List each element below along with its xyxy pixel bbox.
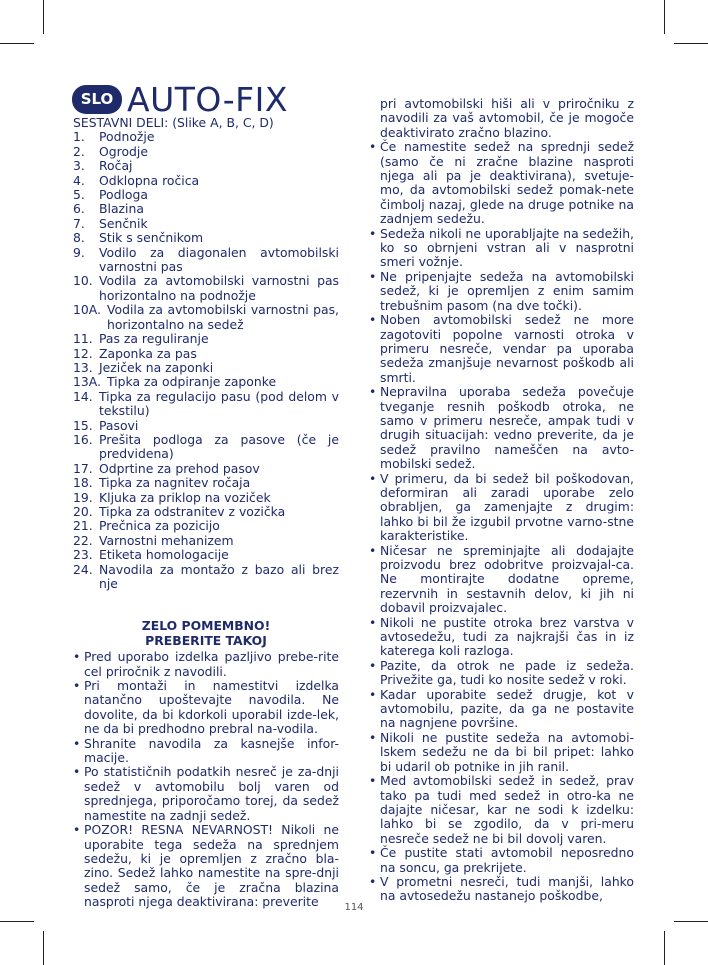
warning-item: • V primeru, da bi sedež bil poškodovan, deformiran ali zaradi uporabe zelo obrabljen, ga zamenjajte z drugim: lahko bi bil že izgubil prvotne varno-stne karakteristike. — [369, 472, 634, 544]
warning-item: • Nepravilna uporaba sedeža povečuje tveganje resnih poškodb otroka, ne samo v primeru nesreče, ampak tudi v drugih situacijah: vedno preverite, da je sedež pravilno nameščen na avto-mobilski sedež. — [369, 385, 634, 471]
important-line-1: ZELO POMEMBNO! — [141, 618, 271, 634]
parts-item: 15. Pasovi — [73, 417, 139, 433]
crop-mark — [0, 921, 34, 922]
parts-list — [73, 130, 339, 591]
warning-item: • V prometni nesreči, tudi manjši, lahko na avtosedežu nastanejo poškodbe, — [369, 875, 634, 904]
warning-item: • Noben avtomobilski sedež ne more zagotoviti popolne varnosti otroka v primeru nesreče, vendar pa uporaba sedeža zmanjšuje nevarnost poškodb ali smrti. — [369, 313, 634, 385]
page-title: AUTO-FIX — [127, 79, 289, 119]
parts-item: 13A. Tipka za odpiranje zaponke — [73, 374, 277, 390]
parts-item: 18. Tipka za nagnitev ročaja — [73, 475, 251, 491]
parts-item: 17. Odprtine za prehod pasov — [73, 460, 260, 476]
parts-item: 24. Navodila za montažo z bazo ali brez nje — [73, 561, 339, 591]
language-badge: SLO — [72, 85, 122, 114]
parts-item: 23. Etiketa homologacije — [73, 547, 229, 563]
crop-mark — [664, 0, 665, 34]
parts-item: 12. Zaponka za pas — [73, 345, 197, 361]
warning-item: • Kadar uporabite sedež drugje, kot v avtomobilu, pazite, da ga ne postavite na nagnjene površine. — [369, 688, 634, 731]
left-column — [73, 116, 339, 910]
crop-mark — [674, 921, 708, 922]
parts-heading: SESTAVNI DELI: (Slike A, B, C, D) — [73, 115, 274, 130]
warning-item: • Če namestite sedež na sprednji sedež (samo če ni zračne blazine nasproti njega ali pa je deaktivirana), svetuje-mo, da avtomobilski sedež pomak-nete čimbolj nazaj, glede na druge potnike na zadnjem sedežu. — [369, 140, 634, 226]
page-number: 114 — [344, 902, 364, 913]
parts-item: 22. Varnostni mehanizem — [73, 532, 234, 548]
important-line-2: PREBERITE TAKOJ — [145, 632, 267, 648]
warnings-list-right — [369, 97, 634, 904]
warning-item: • Če pustite stati avtomobil neposredno na soncu, ga prekrijete. — [369, 846, 634, 875]
parts-item: 1. Podnožje — [73, 129, 155, 145]
crop-mark — [674, 43, 708, 44]
crop-mark — [664, 931, 665, 965]
parts-item: 11. Pas za reguliranje — [73, 331, 209, 347]
warnings-list-left — [73, 650, 339, 909]
parts-item: 14. Tipka za regulacijo pasu (pod delom v tekstilu) — [73, 388, 339, 419]
warning-item: • Ničesar ne spreminjajte ali dodajajte proizvodu brez odobritve proizvajal-ca. Ne montirajte dodatne opreme, rezervnih in sestavnih delov, ki jih ni dobavil proizvajalec. — [369, 544, 634, 616]
crop-mark — [43, 0, 44, 34]
crop-mark — [0, 43, 34, 44]
right-column — [369, 97, 634, 904]
warning-item: • Nikoli ne pustite otroka brez varstva v avtosedežu, tudi za najkrajši čas in iz katerega koli razloga. — [369, 616, 634, 659]
parts-item: 4. Odklopna ročica — [73, 172, 200, 188]
crop-mark — [43, 931, 44, 965]
warning-item: • Pazite, da otrok ne pade iz sedeža. Privežite ga, tudi ko nosite sedež v roki. — [369, 659, 634, 688]
parts-item: 6. Blazina — [73, 201, 144, 217]
warning-item: • Pri montaži in namestitvi izdelka natančno upoštevajte navodila. Ne dovolite, da bi kdorkoli uporabil izde-lek, ne da bi predhodno prebral na-vodila. — [73, 679, 339, 737]
warning-item: • Pred uporabo izdelka pazljivo prebe-rite cel priročnik z navodili. — [73, 650, 339, 679]
parts-item: 16. Prešita podloga za pasove (če je predvidena) — [73, 431, 339, 462]
parts-item: 8. Stik s senčnikom — [73, 230, 204, 246]
parts-item: 10. Vodila za avtomobilski varnostni pas horizontalno na podnožje — [73, 273, 339, 303]
parts-item: 21. Prečnica za pozicijo — [73, 518, 220, 534]
warning-continuation: pri avtomobilski hiši ali v priročniku z navodili za vaš avtomobil, če je mogoče deaktivirato zračno blazino. — [380, 96, 634, 140]
parts-item: 9. Vodilo za diagonalen avtomobilski varnostni pas — [73, 244, 339, 275]
warning-item: • Shranite navodila za kasnejše infor-macije. — [73, 737, 339, 766]
warning-item: • Ne pripenjajte sedeža na avtomobilski sedež, ki je opremljen z enim samim trebušnim pasom (na dve točki). — [369, 270, 634, 313]
parts-item: 13. Jeziček na zaponki — [73, 359, 214, 375]
warning-item: • Nikoli ne pustite sedeža na avtomobi-lskem sedežu ne da bi bil pripet: lahko bi udaril ob potnike in jih ranil. — [369, 731, 634, 774]
parts-item: 7. Senčnik — [73, 215, 148, 231]
parts-item: 19. Kljuka za priklop na voziček — [73, 489, 271, 505]
important-heading — [73, 619, 339, 648]
parts-item: 2. Ogrodje — [73, 143, 148, 159]
warning-item: • Med avtomobilski sedež in sedež, prav tako pa tudi med sedež in otro-ka ne dajajte ničesar, kar ne sodi k izdelku: lahko bi se zgodilo, da v pri-meru nesreče sedež ne bi bil dovolj varen. — [369, 774, 634, 846]
warning-item: • Sedeža nikoli ne uporabljajte na sedežih, ko so obrnjeni vstran ali v nasprotni smeri vožnje. — [369, 227, 634, 270]
parts-item: 10A. Vodila za avtomobilski varnostni pas, horizontalno na sedež — [73, 302, 339, 332]
warning-item: • POZOR! RESNA NEVARNOST! Nikoli ne uporabite tega sedeža na sprednjem sedežu, ki je opremljen z zračno bla-zino. Sedež lahko namestite na spre-dnji sedež samo, če je zračna blazina nasproti njega deaktivirana: preverite — [73, 823, 339, 909]
parts-item: 3. Ročaj — [73, 158, 133, 174]
parts-item: 20. Tipka za odstranitev z vozička — [73, 503, 286, 519]
warning-item: • Po statističnih podatkih nesreč je za-dnji sedež v avtomobilu bolj varen od sprednjega, priporočamo torej, da sedež namestite na zadnji sedež. — [73, 765, 339, 823]
parts-item: 5. Podloga — [73, 187, 148, 203]
